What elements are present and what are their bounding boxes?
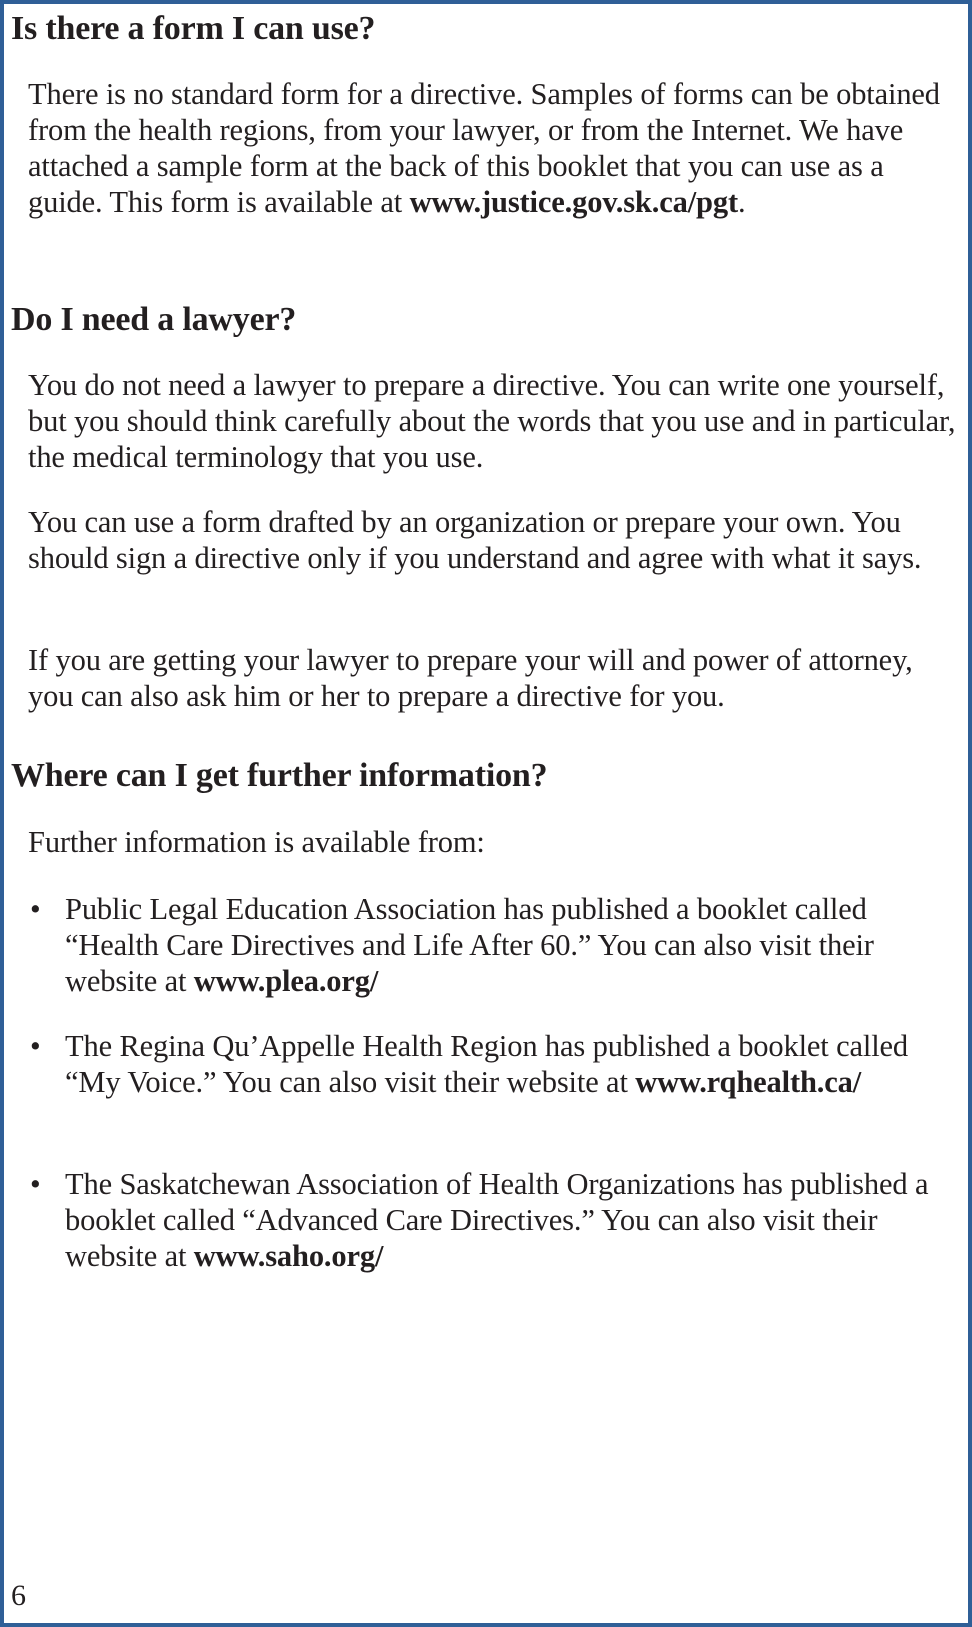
list-item-body: The Regina Qu’Appelle Health Region has published a booklet called “My Voice.” You can also visit their website at xyxy=(65,1029,909,1099)
bullet-marker: • xyxy=(30,892,41,926)
list-item xyxy=(4,1028,968,1100)
document-page xyxy=(4,4,968,1623)
bullet-marker: • xyxy=(30,1167,41,1201)
list-item-text xyxy=(4,1028,968,1100)
list-item-text xyxy=(4,1166,968,1274)
page-number: 6 xyxy=(11,1579,26,1612)
paragraph-form xyxy=(4,76,968,220)
plea-link[interactable]: www.plea.org/ xyxy=(193,964,379,998)
paragraph-lawyer-3: If you are getting your lawyer to prepare your will and power of attorney, you can also ask him or her to prepare a directive for you. xyxy=(28,643,913,713)
heading-form: Is there a form I can use? xyxy=(11,10,376,47)
saho-link[interactable]: www.saho.org/ xyxy=(193,1239,384,1273)
paragraph-lawyer-1: You do not need a lawyer to prepare a directive. You can write one yourself, but you should think carefully about the words that you use and in particular, the medical terminology that you use. xyxy=(28,368,956,474)
heading-further-info: Where can I get further information? xyxy=(11,757,548,794)
bullet-marker: • xyxy=(30,1029,41,1063)
paragraph-form-text: There is no standard form for a directive. Samples of forms can be obtained from the health regions, from your lawyer, or from the Internet. We have attached a sample form at the back of this booklet that you can use as a guide. This form is available at xyxy=(28,77,940,219)
list-item-body: The Saskatchewan Association of Health Organizations has published a booklet called “Advanced Care Directives.” You can also visit their website at xyxy=(65,1167,929,1273)
heading-lawyer: Do I need a lawyer? xyxy=(11,301,297,338)
paragraph-lawyer-2: You can use a form drafted by an organization or prepare your own. You should sign a directive only if you understand and agree with what it says. xyxy=(28,505,922,575)
justice-link[interactable]: www.justice.gov.sk.ca/pgt xyxy=(409,185,738,219)
list-item xyxy=(4,891,968,999)
list-item-body: Public Legal Education Association has published a booklet called “Health Care Directives and Life After 60.” You can also visit their website at xyxy=(65,892,874,998)
paragraph-further-intro: Further information is available from: xyxy=(28,825,485,859)
paragraph-form-end: . xyxy=(737,185,746,219)
list-item xyxy=(4,1166,968,1274)
rqhealth-link[interactable]: www.rqhealth.ca/ xyxy=(635,1065,862,1099)
list-item-text xyxy=(4,891,968,999)
